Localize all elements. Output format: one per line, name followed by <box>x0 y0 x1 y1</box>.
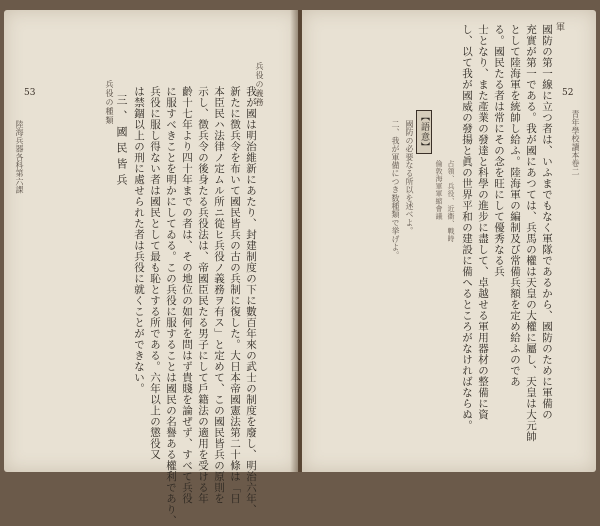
left-body-text <box>42 86 257 526</box>
left-column: に服すべきことを明かにしてゐる。この兵役に服することは國民の名譽ある權利であり、 <box>165 86 177 526</box>
left-column: 示し、徴兵令の後身たる兵役法は、帝國臣民たる男子にして戶籍法の適用を受ける年 <box>197 86 209 504</box>
right-page <box>302 10 596 472</box>
left-column: 我が國は明治維新にあたり、封建制度の下に數百年來の武士の制度を廢し、明治六年、 <box>245 86 257 515</box>
right-column: 充實が第一である。我が國にあつては、兵馬の權は天皇の大權に屬し、天皇は大元帥 <box>525 24 537 442</box>
left-column: 兵役に服し得ない者は國民として最も恥とする所である。六年以上の懲役又 <box>149 86 161 460</box>
right-column: 國防の第一線に立つ者は、いふまでもなく軍隊であるから、國防のために軍備の <box>541 24 553 420</box>
left-page <box>4 10 298 526</box>
left-column: は禁錮以上の刑に處せられた者は兵役に就くことができない。 <box>133 86 145 394</box>
right-column: として陸海軍を統帥し給ふ。陸海軍の編制及び常備兵額を定め給ふのであ <box>509 24 521 387</box>
right-column: る。國民たる者は常にその念を旺にして優秀なる兵 <box>493 24 505 277</box>
note-column: 占領、兵役、近衞、戰時 <box>447 160 455 243</box>
exercise-item: 二、我が軍備につき数種類で挙げよ。 <box>391 120 400 260</box>
left-page-number: 53 <box>24 88 36 98</box>
left-column: 新たに徴兵令を布いて國民皆兵の古の兵制に復した。大日本帝國憲法第二十條は「日 <box>229 86 241 504</box>
margin-note-service-duty: 兵役の義務 <box>255 62 264 107</box>
right-chapter-label: 青年學校讀本卷二 <box>571 110 580 176</box>
left-chapter-label: 陸海兵器各科第六課 <box>15 120 24 194</box>
right-page-number: 52 <box>562 88 574 98</box>
left-column: 本臣民ハ法律ノ定ムル所ニ從ヒ兵役ノ義務ヲ有ス」と定めて、この國民皆兵の原則を <box>213 86 225 504</box>
right-column: 士となり、また產業の發達と科學の進步に盡して、卓越せる軍用器材の整備に資 <box>477 24 489 420</box>
section-title: 三、國民皆兵 <box>115 94 128 190</box>
right-header: 軍 <box>554 22 564 33</box>
exercise-item: 國防の必要なる所以を述べよ。 <box>405 120 414 235</box>
note-column: 倫敦海軍軍縮會議 <box>435 160 443 220</box>
margin-note-service-types: 兵役の種類 <box>105 80 114 125</box>
left-column: 齡十七年より四十年までの者は、その地位の如何を問はず貴賤を論ぜず、すべて兵役 <box>181 86 193 504</box>
exercise-label: 【語意】 <box>416 110 432 154</box>
right-column: し、以て我が國威の發揚と眞の世界平和の建設に備へるところがなければならぬ。 <box>461 24 473 431</box>
